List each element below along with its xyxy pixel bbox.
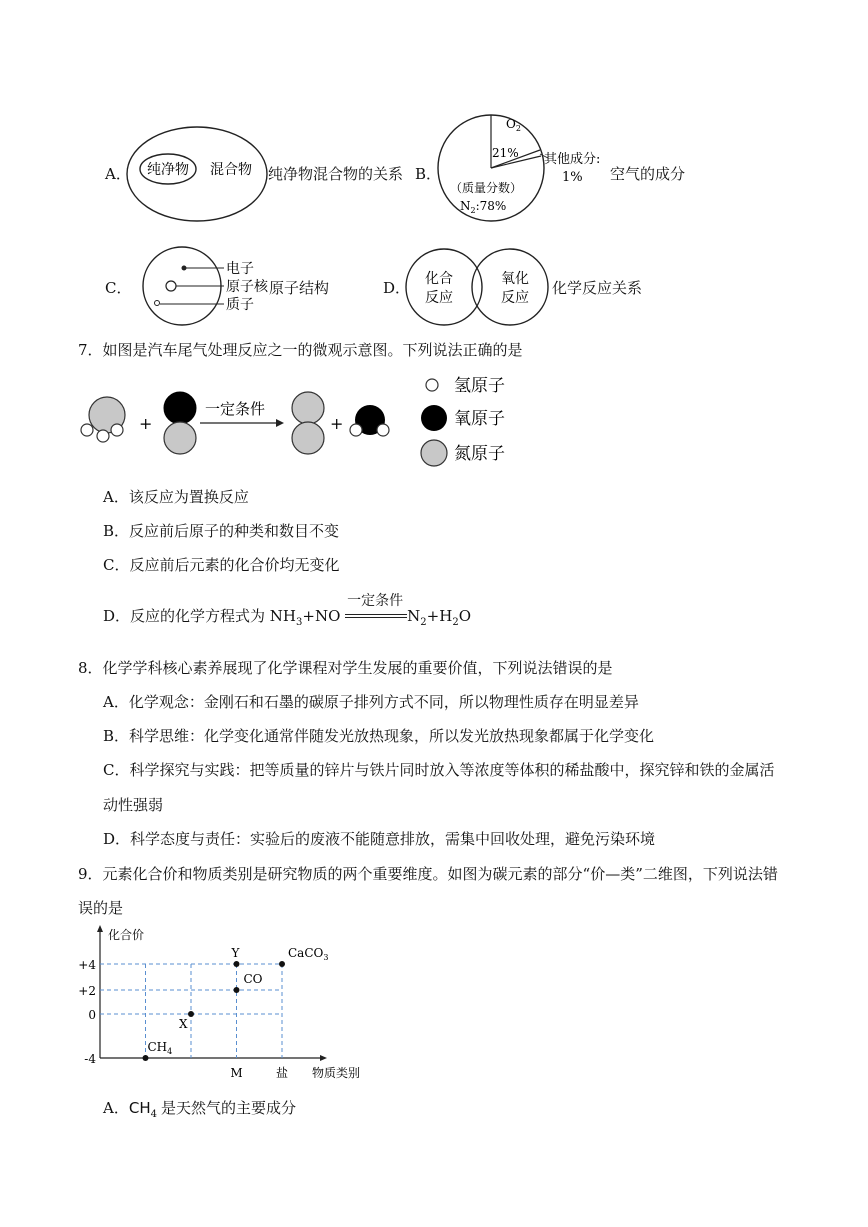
legend-h-label: 氢原子 — [454, 376, 505, 396]
x-tick-label: M — [230, 1066, 243, 1080]
legend-n-label: 氮原子 — [454, 444, 505, 464]
mixture-label: 混合物 — [210, 162, 252, 178]
q7-reaction-diagram — [76, 368, 536, 468]
q9-stem-line2: 误的是 — [78, 899, 124, 917]
legend-n-icon — [421, 440, 447, 466]
arrow-head — [276, 419, 284, 427]
data-point-caco3 — [279, 961, 285, 967]
other-label: 其他成分: — [544, 152, 601, 167]
equation-condition: 一定条件 — [345, 606, 407, 626]
q6-option-c-letter: C． — [105, 279, 132, 297]
q8-option-a: A．化学观念：金刚石和石墨的碳原子排列方式不同，所以物理性质存在明显差异 — [103, 693, 639, 711]
q8-option-d: D．科学态度与责任：实验后的废液不能随意排放，需集中回收处理，避免污染环境 — [103, 830, 656, 848]
q8-option-b: B．科学思维：化学变化通常伴随发光放热现象，所以发光放热现象都属于化学变化 — [103, 727, 655, 745]
nucleus-circle — [166, 281, 176, 291]
q8-option-c-line1: C．科学探究与实践：把等质量的锌片与铁片同时放入等浓度等体积的稀盐酸中，探究锌和铁的金属活 — [103, 761, 775, 779]
electron-label: 电子 — [226, 261, 254, 277]
q7-stem: 7．如图是汽车尾气处理反应之一的微观示意图。下列说法正确的是 — [78, 341, 523, 359]
q8-stem: 8．化学学科核心素养展现了化学课程对学生发展的重要价值，下列说法错误的是 — [78, 659, 613, 677]
q6-option-a-letter: A． — [105, 165, 131, 183]
nh3-h-atom-2 — [97, 430, 109, 442]
n2-label: $N_2:78\%$ — [460, 199, 507, 215]
q6-option-b-letter: B． — [415, 165, 442, 183]
y-axis-arrow — [97, 925, 103, 932]
plus-sign-1: + — [139, 414, 153, 433]
q6-b-caption: 空气的成分 — [610, 165, 686, 183]
x-tick-label: 盐 — [275, 1066, 289, 1080]
q6-b-pie-chart — [436, 110, 636, 225]
point-label-x: X — [179, 1017, 188, 1031]
q6-d-venn-diagram — [402, 248, 552, 328]
nucleus-label: 原子核 — [226, 279, 268, 295]
q9-stem-line1: 9．元素化合价和物质类别是研究物质的两个重要维度。如图为碳元素的部分“价—类”二维图，下列说法错 — [78, 865, 778, 883]
q7-option-d: D．反应的化学方程式为 $NH_3+NO$ 一定条件 $N_2+H_2O$ — [103, 593, 472, 628]
combination-label-1: 化合 — [425, 271, 453, 287]
data-point-co — [234, 987, 240, 993]
point-label-ch4: $CH_4$ — [147, 1040, 173, 1056]
oxidation-label-2: 反应 — [501, 290, 529, 306]
q9-valence-class-chart — [75, 920, 375, 1085]
electron-dot — [182, 266, 187, 271]
n2-atom-1 — [292, 392, 324, 424]
y-axis-label: 化合价 — [108, 928, 145, 942]
combination-label-2: 反应 — [425, 290, 453, 306]
other-percent: 1% — [562, 170, 583, 185]
arrow-condition: 一定条件 — [204, 400, 266, 418]
data-point-y — [234, 961, 240, 967]
oxidation-label-1: 氧化 — [501, 271, 529, 287]
q6-a-caption: 纯净物混合物的关系 — [268, 165, 404, 183]
point-label-y: Y — [231, 946, 240, 960]
q7-option-a: A．该反应为置换反应 — [103, 488, 249, 506]
nh3-h-atom-1 — [81, 424, 93, 436]
plus-sign-2: + — [330, 414, 344, 433]
o2-label: $O_2$ — [506, 117, 521, 133]
no-o-atom — [164, 392, 196, 424]
mass-fraction-label: （质量分数） — [450, 181, 523, 195]
x-axis-label: 物质类别 — [312, 1066, 361, 1080]
y-tick-label: 0 — [88, 1008, 96, 1022]
q7-option-c: C．反应前后元素的化合价均无变化 — [103, 556, 340, 574]
point-label-co: CO — [243, 972, 263, 986]
point-label-caco3: CaCO$_3$ — [288, 946, 329, 962]
h2o-h-atom-2 — [377, 424, 389, 436]
o2-percent: 21% — [492, 146, 519, 160]
proton-label: 质子 — [226, 297, 254, 313]
y-tick-label: -4 — [84, 1052, 96, 1066]
y-tick-label: +2 — [78, 984, 96, 998]
chart-plot-area — [78, 925, 360, 1080]
legend-o-label: 氧原子 — [454, 409, 505, 429]
oxidation-circle — [472, 249, 548, 325]
data-point-ch4 — [143, 1055, 149, 1061]
nh3-h-atom-3 — [111, 424, 123, 436]
h2o-h-atom-1 — [350, 424, 362, 436]
x-axis-arrow — [320, 1055, 327, 1061]
q8-option-c-line2: 动性强弱 — [103, 796, 164, 814]
q6-d-caption: 化学反应关系 — [552, 279, 643, 297]
legend-h-icon — [426, 379, 438, 391]
data-point-x — [188, 1011, 194, 1017]
proton-dot — [155, 301, 160, 306]
combination-circle — [406, 249, 482, 325]
q6-option-d-letter: D． — [383, 279, 411, 297]
n2-atom-2 — [292, 422, 324, 454]
y-tick-label: +4 — [78, 958, 96, 972]
q6-a-diagram — [125, 124, 270, 224]
legend-o-icon — [421, 405, 447, 431]
q7-option-b: B．反应前后原子的种类和数目不变 — [103, 522, 340, 540]
pure-label: 纯净物 — [147, 162, 189, 178]
no-n-atom — [164, 422, 196, 454]
q9-option-a: A．$CH_4$ 是天然气的主要成分 — [103, 1099, 296, 1120]
q6-c-caption: 原子结构 — [269, 279, 330, 297]
